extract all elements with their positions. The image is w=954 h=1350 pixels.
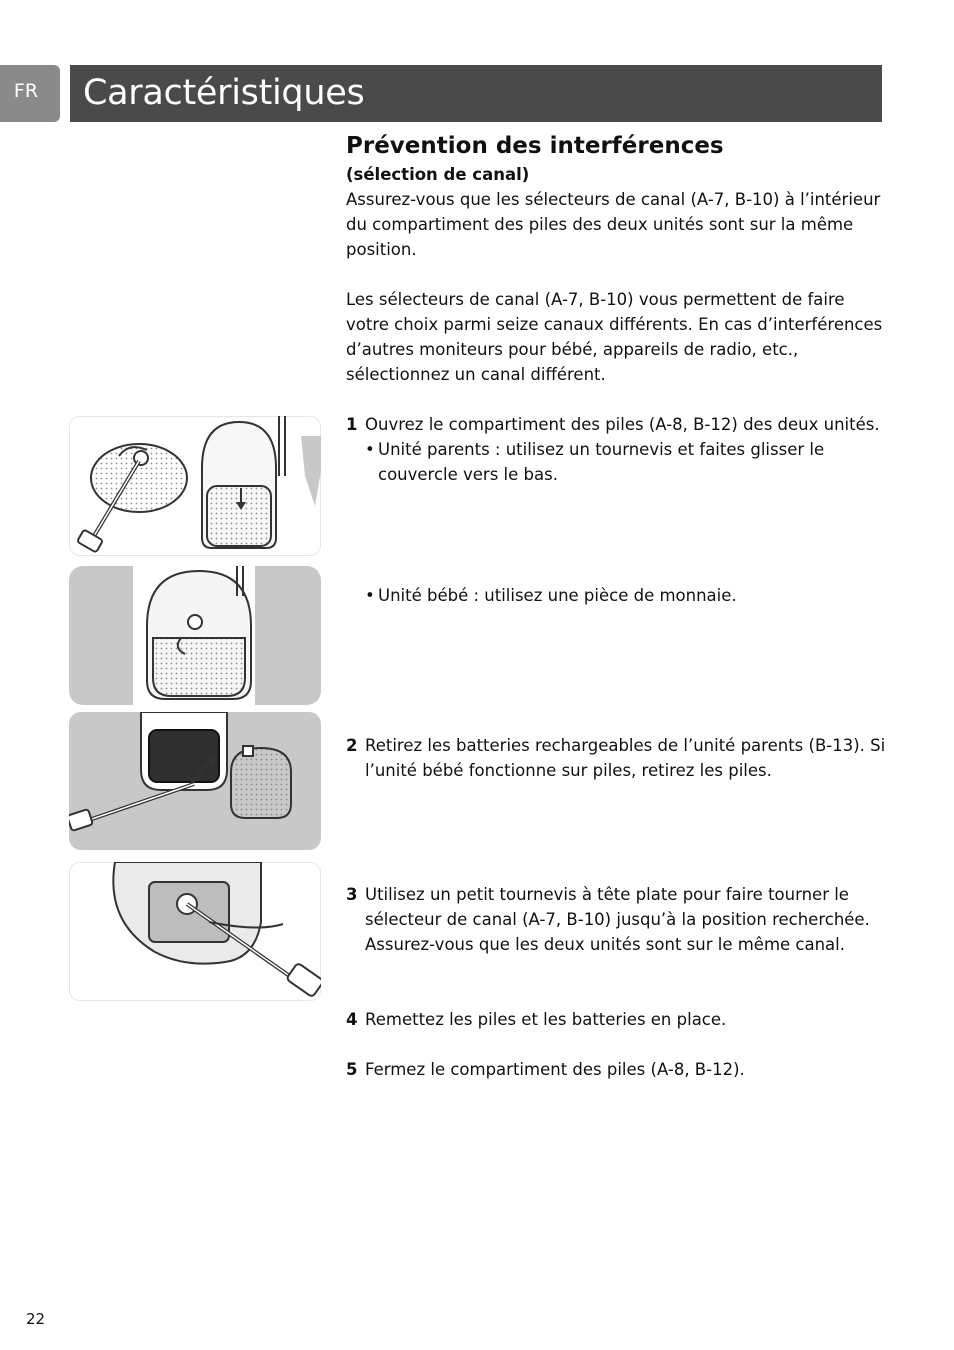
section-title: Prévention des interférences [346,133,724,159]
step-1 [346,412,886,437]
language-tab-label: FR [13,80,39,102]
content-bullet-2 [346,583,886,608]
parent-unit-screwdriver-icon [69,416,321,556]
step-number: 1 [346,415,358,434]
step-text: Retirez les batteries rechargeables de l’unité parents (B-13). Si l’unité bébé fonctionne sur piles, retirez les piles. [365,736,886,780]
content-step-2 [346,733,886,783]
content-step-4 [346,1007,886,1082]
section-subtitle: (sélection de canal) [346,165,530,184]
bullet-text: Unité bébé : utilisez une pièce de monnaie. [378,586,737,605]
step-number: 5 [346,1060,358,1079]
baby-unit-coin-icon [69,566,321,705]
figure-channel-selector [69,862,321,1001]
content-column [346,128,886,487]
step-2 [346,733,886,783]
content-step-3 [346,882,886,957]
intro-paragraph-1: Assurez-vous que les sélecteurs de canal (A-7, B-10) à l’intérieur du compartiment des piles des deux unités sont sur la même position. [346,190,881,259]
step-number: 2 [346,736,358,755]
figure-baby-unit-coin [69,566,321,705]
step-5 [346,1057,886,1082]
figure-parent-unit-screwdriver [69,416,321,556]
page-title: Caractéristiques [70,65,882,122]
bullet-text: Unité parents : utilisez un tournevis et faites glisser le couvercle vers le bas. [378,440,825,484]
channel-selector-screwdriver-icon [69,862,321,1001]
step-number: 4 [346,1010,358,1029]
intro-paragraph-2: Les sélecteurs de canal (A-7, B-10) vous permettent de faire votre choix parmi seize canaux différents. En cas d’interférences d’autres moniteurs pour bébé, appareils de radio, etc., sélectionnez un canal différent. [346,290,883,384]
language-tab [0,65,60,122]
figure-remove-battery [69,712,321,850]
bullet-marker: • [365,586,375,605]
step-3 [346,882,886,957]
page-number: 22 [26,1310,46,1328]
bullet-marker: • [365,440,375,459]
bullet-baby-unit [346,583,886,608]
remove-battery-icon [69,712,321,850]
step-number: 3 [346,885,358,904]
step-4 [346,1007,886,1032]
step-text: Remettez les piles et les batteries en place. [365,1010,727,1029]
bullet-parent-unit [346,437,886,487]
step-text: Fermez le compartiment des piles (A-8, B-12). [365,1060,745,1079]
step-text: Ouvrez le compartiment des piles (A-8, B-12) des deux unités. [365,415,880,434]
step-text: Utilisez un petit tournevis à tête plate pour faire tourner le sélecteur de canal (A-7, B-10) jusqu’à la position recherchée. Assurez-vous que les deux unités sont sur le même canal. [365,885,870,954]
